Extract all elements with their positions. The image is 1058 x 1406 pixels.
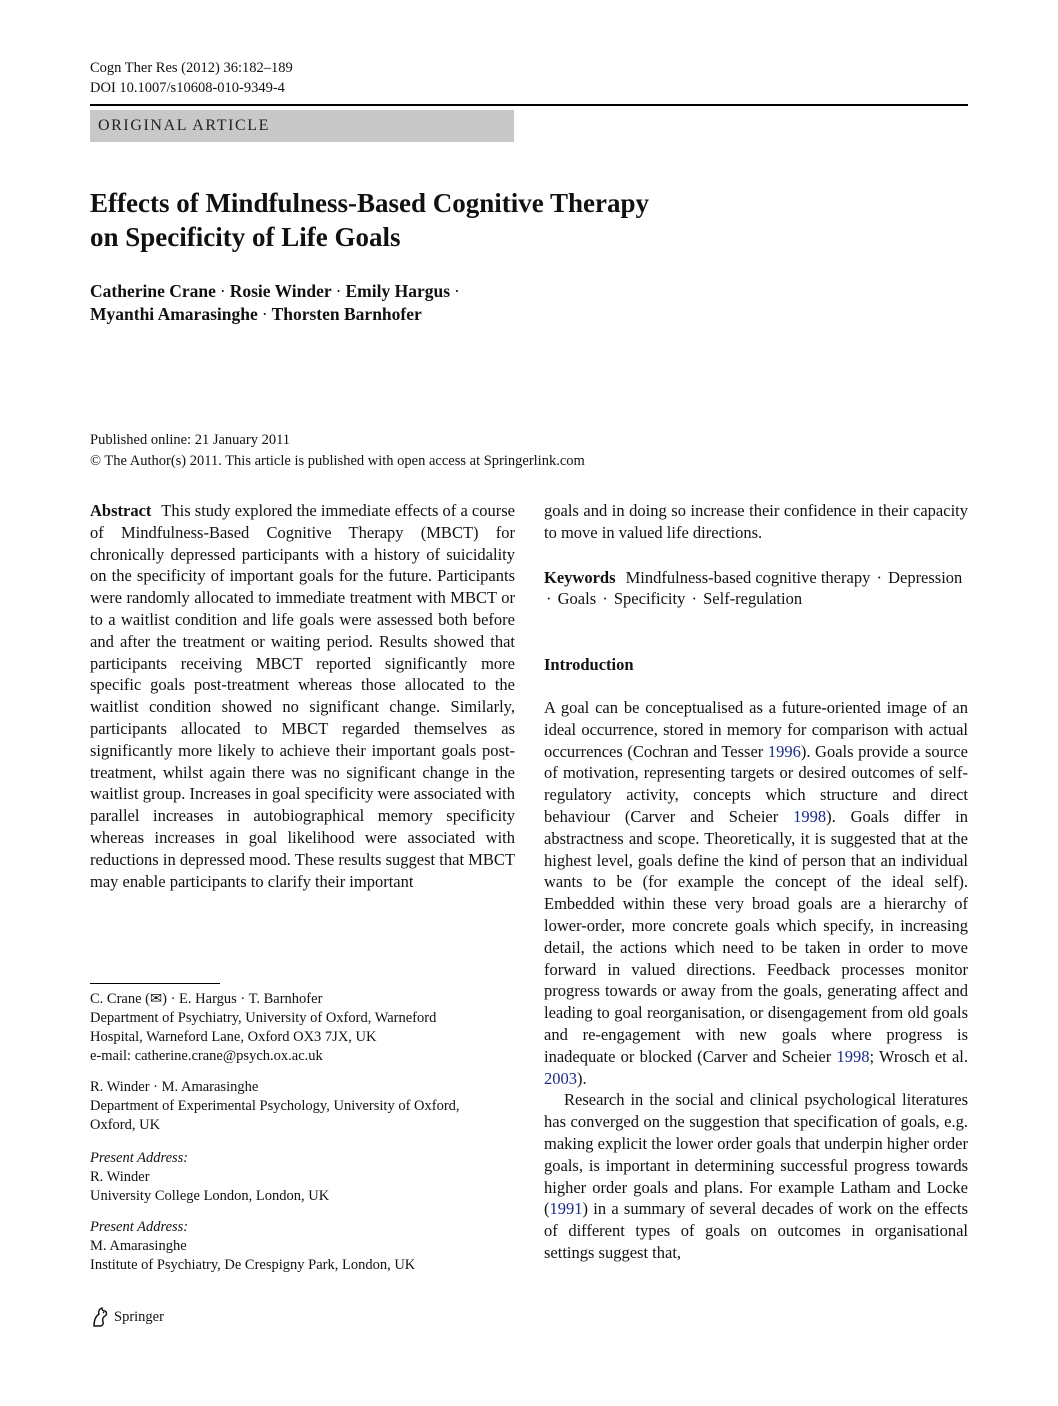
publication-info [90,430,585,472]
present-address-label: Present Address: [90,1150,189,1166]
affiliation-line: Hospital, Warneford Lane, Oxford OX3 7JX, UK [90,1029,377,1045]
page-footer [90,1306,164,1328]
doi[interactable]: DOI 10.1007/s10608-010-9349-4 [90,80,285,96]
text-run: ; Wrosch et al. [869,1046,968,1066]
keywords [544,567,968,611]
title-line-2: on Specificity of Life Goals [90,222,401,252]
present-address-name: M. Amarasinghe [90,1238,187,1254]
published-date: Published online: 21 January 2011 [90,432,291,448]
citation-link[interactable]: 1996 [767,741,801,761]
citation-link[interactable]: 1998 [793,806,827,826]
journal-citation: Cogn Ther Res (2012) 36:182–189 [90,60,293,76]
affiliation-block-2 [90,1078,515,1135]
present-address-block-2 [90,1218,515,1275]
author-separator: · [454,281,460,301]
abstract-label: Abstract [90,501,152,520]
citation-link[interactable]: 1991 [549,1199,583,1219]
author-name[interactable]: Myanthi Amarasinghe [90,304,258,324]
right-column [544,500,968,1264]
author-separator: · [261,304,268,324]
affiliation-names: R. Winder · M. Amarasinghe [90,1079,259,1095]
abstract-column [90,500,515,892]
keyword: Self-regulation [703,589,803,609]
email-link[interactable]: e-mail: catherine.crane@psych.ox.ac.uk [90,1048,323,1064]
text-run: ). Goals differ in abstractness and scope. Theoretically, it is suggested that at the highest level, goals define the kind of person that an individual wants to be (for example the concept of the ideal self). Embedded within these very broad goals are a hierarchy of lower-order, more concrete goals which specify, in increasing detail, the actions which need to be taken in order to move forward in valued directions. Feedback processes monitor progress towards or away from the goals, generating affect and leading to goal reorganisation, or disengagement from old goals and re-engagement with new goals where progress is inadequate or blocked (Carver and Scheier [544,806,968,1066]
text-run: Research in the social and clinical psychological literatures has converged on the suggestion that specification of goals, e.g. making explicit the lower order goals that underpin higher order goals, is important in determining successful progress towards higher order goals and plans. For example Latham and Locke ( [544,1090,968,1219]
present-address-label: Present Address: [90,1219,189,1235]
article-title [90,186,790,254]
author-name[interactable]: Catherine Crane [90,281,216,301]
keywords-label: Keywords [544,567,616,587]
author-name[interactable]: Emily Hargus [345,281,451,301]
keyword: Depression [888,567,963,587]
author-separator: · [219,281,226,301]
intro-paragraph-2 [544,1089,968,1263]
citation-link[interactable]: 1998 [836,1046,870,1066]
keyword: Mindfulness-based cognitive therapy [625,567,871,587]
text-run: A goal can be conceptualised as a future-oriented image of an ideal occurrence, stored in memory for comparison with actual occurrences (Cochran and Tesser [544,697,968,761]
author-list [90,280,464,326]
citation-link[interactable]: 2003 [544,1068,577,1088]
present-address-name: R. Winder [90,1169,150,1185]
springer-horse-icon [90,1306,110,1328]
header-rule [90,104,968,106]
present-address-block-1 [90,1149,515,1206]
author-name[interactable]: Rosie Winder [229,281,332,301]
affiliation-line: Oxford, UK [90,1117,161,1133]
author-separator: · [335,281,342,301]
section-heading-introduction: Introduction [544,655,634,675]
affiliation-names: C. Crane (✉) · E. Hargus · T. Barnhofer [90,991,323,1007]
affiliation-line: Department of Psychiatry, University of Oxford, Warneford [90,1010,437,1026]
present-address-line: University College London, London, UK [90,1188,330,1204]
keyword-separator: · [691,589,697,609]
text-run: ). Goals provide a source of motivation, representing targets or desired outcomes of self-regulatory activity, concepts which structure and direct behaviour (Carver and Scheier [544,741,969,826]
copyright-notice: © The Author(s) 2011. This article is published with open access at Springerlink.com [90,453,585,469]
footnote-rule [90,983,220,984]
title-line-1: Effects of Mindfulness-Based Cognitive Therapy [90,188,650,218]
article-type-banner: ORIGINAL ARTICLE [90,110,514,142]
author-name[interactable]: Thorsten Barnhofer [271,304,422,324]
keyword-separator: · [546,589,552,609]
affiliation-line: Department of Experimental Psychology, University of Oxford, [90,1098,460,1114]
keyword-separator: · [602,589,608,609]
publisher-name: Springer [114,1308,164,1325]
intro-paragraph-1 [544,697,968,1089]
abstract-continuation: goals and in doing so increase their confidence in their capacity to move in valued life directions. [544,501,968,542]
text-run: ) in a summary of several decades of work on the effects of different types of goals on outcomes in organisational settings suggest that, [544,1199,968,1262]
keyword-separator: · [876,567,882,587]
present-address-line: Institute of Psychiatry, De Crespigny Park, London, UK [90,1257,416,1273]
abstract-paragraph [90,500,515,892]
affiliation-block-1 [90,990,515,1066]
text-run: ). [577,1068,587,1088]
keyword: Specificity [613,589,686,609]
keyword: Goals [557,589,597,609]
abstract-text: This study explored the immediate effects of a course of Mindfulness-Based Cognitive Therapy (MBCT) for chronically depressed participants with a history of suicidality on the specificity of important goals for the future. Participants were randomly allocated to immediate treatment with MBCT or to a waitlist condition and life goals were assessed both before and after the treatment or waiting period. Results showed that participants receiving MBCT reported significantly more specific goals post-treatment whereas those allocated to the waitlist condition showed no significant change. Similarly, participants allocated to MBCT regarded themselves as significantly more likely to achieve their important goals post-treatment, whilst again there was no significant change in the waitlist group. Increases in goal specificity were associated with parallel increases in autobiographical memory specificity whereas increases in goal likelihood were associated with reductions in depressed mood. These results suggest that MBCT may enable participants to clarify their important [90,501,515,891]
